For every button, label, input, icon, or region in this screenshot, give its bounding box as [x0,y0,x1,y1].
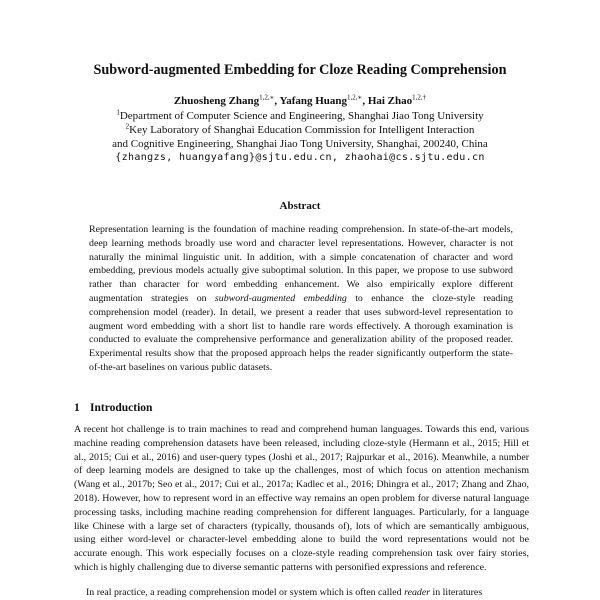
intro2-text-part: in literatures [430,587,483,598]
author-separator: , [274,95,280,107]
section-heading [74,401,152,415]
author-marks: 1,2,∗ [259,93,275,102]
author-marks: 1,2,∗ [347,93,363,102]
abstract-heading: Abstract [279,200,321,212]
paper-title: Subword-augmented Embedding for Cloze Reading Comprehension [93,62,507,78]
author-name: Zhuosheng Zhang [173,95,260,107]
section-title: Introduction [90,402,153,414]
section-number: 1 [74,402,80,414]
author-marks: 1,2,† [412,93,427,102]
affiliation-2-continued: and Cognitive Engineering, Shanghai Jiao Tong University, Shanghai, 200240, China [112,138,488,150]
intro2-emphasis: reader [404,587,431,598]
author-list [40,94,560,108]
intro2-text-part: In real practice, a reading comprehension model or system which is often called [86,587,405,598]
author-name: Yafang Huang [279,95,348,107]
affiliation-mark: 1 [116,108,120,117]
author-name: Hai Zhao [367,95,413,107]
affiliation-text: Key Laboratory of Shanghai Education Commission for Intelligent Interaction [129,124,475,136]
intro-paragraph: A recent hot challenge is to train machines to read and comprehend human languages. Towards this end, various machine reading comprehension datasets have been released, including cloze-style (Hermann et al., 2015; Hill et al., 2015; Cui et al., 2016) and user-query types (Joshi et al., 2017; Rajpurkar et al., 2016). Meanwhile, a number of deep learning models are designed to take up the challenges, most of which focus on attention mechanism (Wang et al., 2017b; Seo et al., 2017; Cui et al., 2017a; Kadlec et al., 2016; Dhingra et al., 2017; Zhang and Zhao, 2018). However, how to represent word in an effective way remains an open problem for diverse natural language processing tasks, including machine reading comprehension for different languages. Particularly, for a language like Chinese with a large set of characters (typically, thousands of), lots of which are semantically ambiguous, using either word-level or character-level embedding alone to build the word representations would not be accurate enough. This work especially focuses on a cloze-style reading comprehension task over fairy stories, which is highly challenging due to diverse semantic patterns with personified expressions and reference. [74,424,529,573]
affiliation-1 [40,109,560,123]
intro-paragraph-2 [74,586,529,600]
abstract-text-part: Representation learning is the foundation of machine reading comprehension. In state-of-the-art models, deep learning methods broadly use word and character level representations. However, character is not naturally the minimal linguistic unit. In addition, with a simple concatenation of character and word embedding, previous models actually give suboptimal solution. In this paper, we propose to use subword rather than character for word embedding enhancement. We also empirically explore different augmentation strategies on [89,224,513,304]
affiliation-text: Department of Computer Science and Engineering, Shanghai Jiao Tong University [119,110,484,122]
author-separator: , [362,95,368,107]
abstract-text-part: to enhance the cloze-style reading comprehension model (reader). In detail, we present a reader that uses subword-level representation to augment word embedding with a short list to handle rare words effectively. A thorough examination is conducted to evaluate the comprehensive performance and generalization ability of the proposed reader. Experimental results show that the proposed approach helps the reader significantly outperform the state-of-the-art baselines on various public datasets. [89,292,513,373]
abstract-body [89,223,513,375]
abstract-emphasis: subword-augmented embedding [214,292,347,304]
author-emails: {zhangzs, huangyafang}@sjtu.edu.cn, zhaohai@cs.sjtu.edu.cn [115,152,485,163]
affiliation-mark: 2 [125,122,130,131]
affiliation-2 [40,123,560,137]
